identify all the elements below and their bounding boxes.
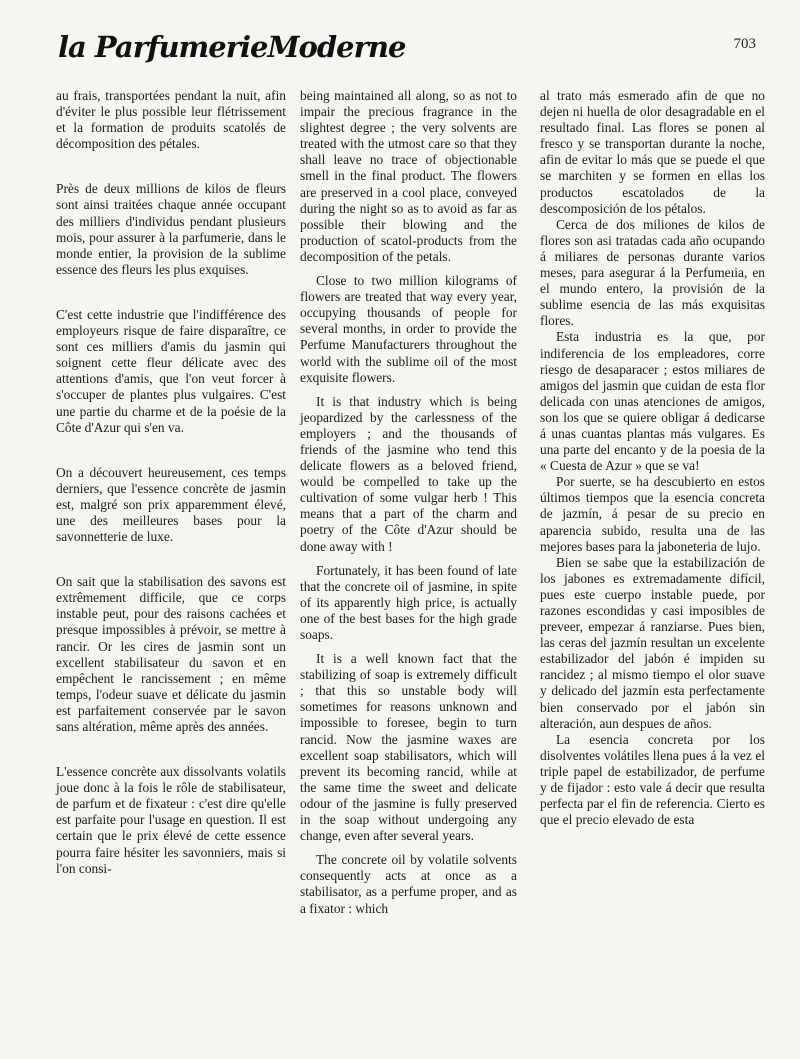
english-paragraph-1: being maintained all along, so as not to impair the precious fragrance in the slightest degree ; the very solvents are treated with the utmost care so that they shall leave no trace of objectionable smell in the final product. The flowers are preserved in a cool place, conveyed during the night so as to avoid as far as possible their blowing and the production of scatol-products from the decomposition of the petals.: [300, 88, 517, 264]
french-column: [56, 88, 286, 906]
spanish-paragraph-4: Por suerte, se ha descubierto en estos últimos tiempos que la esencia concreta de jazmín, á pesar de su precio en aparencia subido, resulta una de las mejores bases para la jaboneteria de lujo.: [540, 474, 765, 554]
english-column: [300, 88, 517, 925]
french-paragraph-6: L'essence concrète aux dissolvants volatils joue donc à la fois le rôle de stabilisateur, de parfum et de fixateur : c'est dire qu'elle est parfaite pour l'usage en question. Il est certain que le prix élevé de cette essence pourra faire hésiter les savonniers, mais si l'on consi-: [56, 764, 286, 876]
french-paragraph-4: On a découvert heureusement, ces temps derniers, que l'essence concrète de jasmin est, malgré son prix apparemment élevé, une des meilleures bases pour la savonnetterie de luxe.: [56, 464, 286, 545]
english-paragraph-4: Fortunately, it has been found of late that the concrete oil of jasmine, in spite of its apparently high price, is actually one of the best bases for the high grade soaps.: [300, 562, 517, 642]
english-paragraph-6: The concrete oil by volatile solvents consequently acts at once as a stabilisator, as a perfume proper, and as a fixator : which: [300, 852, 517, 916]
english-paragraph-2: Close to two million kilograms of flowers are treated that way every year, occupying thousands of people for several months, in order to provide the Perfume Manufacturers throughout the world with the sublime oil of the most exquisite flowers.: [300, 273, 517, 385]
spanish-paragraph-3: Esta industria es la que, por indiferencia de los empleadores, corre riesgo de desaparacer ; estos miliares de amigos del jasmin que cuidan de esta flor delicada con unas atenciones de amigos, son los que se quiere obligar á dedicarse á unas cuantas plantas más vulgares. Es una parte del encanto y de la poesia de la « Cuesta de Azur » que se va!: [540, 329, 765, 474]
spanish-paragraph-5: Bien se sabe que la estabilización de los jabones es extremadamente difícil, pues este cuerpo instable puede, por razones escondidas y casi imposibles de preveer, empezar á ranziarse. Pues bien, las ceras del jazmín resultan un excelente estabilizador del jabón é impiden su rancidez ; al mismo tiempo el olor suave y delicado del jazmín esta perfectamente bien conservado por el jabón sin alteración, aun despues de años.: [540, 554, 765, 731]
english-paragraph-3: It is that industry which is being jeopardized by the carlessness of the employers ; and the thousands of friends of the jasmine who tend this delicate flowers as a beloved friend, would be compelled to take up the cultivation of some vulgar herb ! This means that a part of the charm and poetry of the Côte d'Azur should be done away with !: [300, 393, 517, 554]
french-paragraph-1: au frais, transportées pendant la nuit, afin d'éviter le plus possible leur flétrissement et la formation de produits scatolés de décomposition des pétales.: [56, 88, 286, 152]
page-number: 703: [733, 36, 756, 52]
spanish-column: [540, 88, 765, 828]
spanish-paragraph-1: al trato más esmerado afin de que no dejen ni huella de olor desagradable en el resultado final. Las flores se ponen al fresco y se transportan durante la noche, afin de evitar lo más que se puede el que se marchiten y se formen en ellas los productos escatolados de la descomposición de los pétalos.: [540, 88, 765, 216]
masthead-logo: la ParfumerieModerne: [58, 30, 406, 64]
french-paragraph-3: C'est cette industrie que l'indifférence des employeurs risque de faire disparaître, ce sont ces milliers d'amis du jasmin qui soignent cette fleur délicate avec des attentions d'amis, que l'on veut forcer à s'occuper de plantes plus vulgaires. C'est une partie du charme et de la poésie de la Côte d'Azur qui s'en va.: [56, 306, 286, 435]
spanish-paragraph-6: La esencia concreta por los disolventes volátiles llena pues á la vez el triple papel de estabilizador, de perfume y de fijador : esto vale á decir que resulta perfecta par el fin de referencia. Cierto es que el precio elevado de esta: [540, 731, 765, 828]
french-paragraph-2: Près de deux millions de kilos de fleurs sont ainsi traitées chaque année occupant des milliers d'individus pendant plusieurs mois, pour assurer à la parfumerie, dans le monde entier, la provision de la sublime essence des fleurs les plus exquises.: [56, 181, 286, 277]
french-paragraph-5: On sait que la stabilisation des savons est extrêmement difficile, que ce corps instable peut, pour des raisons cachées et presque impossibles à prévoir, se mettre à rancir. Or les cires de jasmin sont un excellent stabilisateur du savon et en empêchent le rancissement ; en même temps, l'odeur suave et délicate du jasmin est parfaitement conservée par le savon sans altération, même après des années.: [56, 574, 286, 734]
english-paragraph-5: It is a well known fact that the stabilizing of soap is extremely difficult ; that this so unstable body will sometimes for reasons unknown and impossible to foresee, begin to turn rancid. Now the jasmine waxes are excellent soap stabilisators, which will prevent its becoming rancid, while at the same time the sweet and delicate odour of the jasmine is fully preserved in the soap without undergoing any change, even after several years.: [300, 651, 517, 844]
spanish-paragraph-2: Cerca de dos miliones de kilos de flores son asi tratadas cada año ocupando á miliares de personas durante varios meses, para asegurar á la Perfumeıia, en el mundo entero, la provisión de la sublime esencia de las más exquisitas flores.: [540, 216, 765, 329]
